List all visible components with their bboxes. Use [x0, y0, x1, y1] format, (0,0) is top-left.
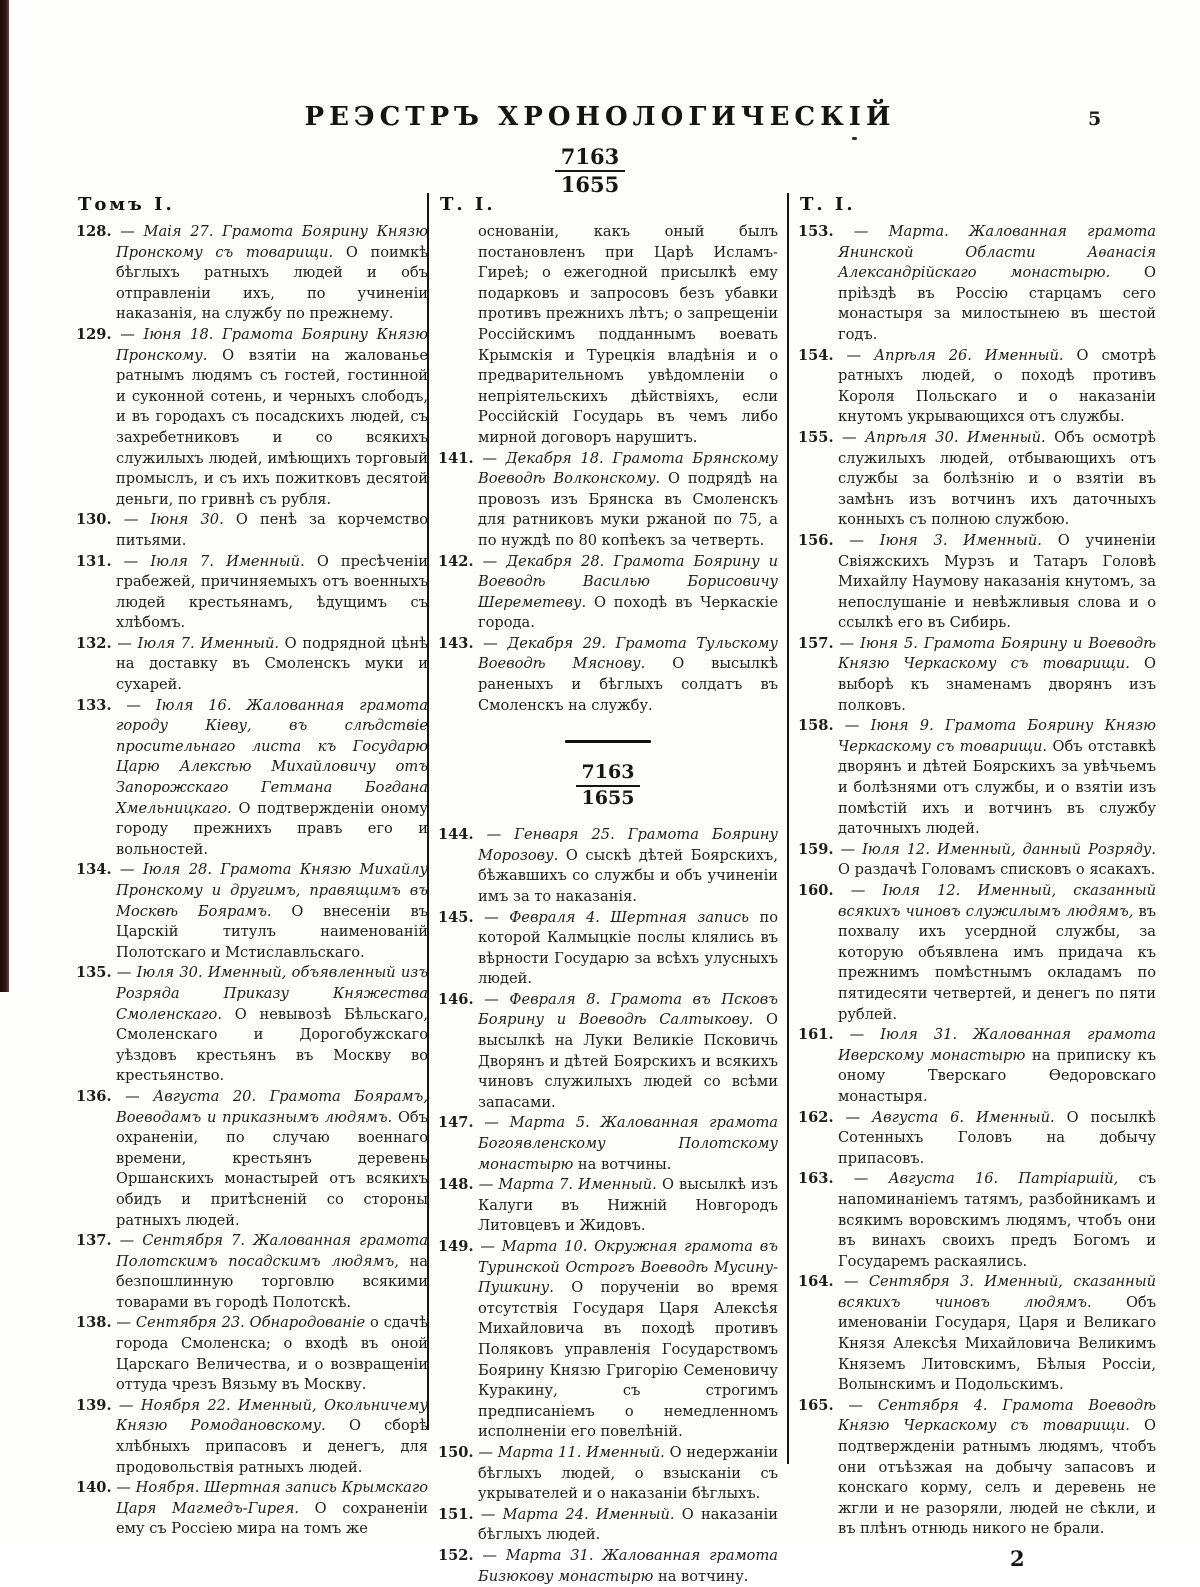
- scan-edge-artifact: [0, 0, 9, 992]
- section-rule: [565, 740, 651, 743]
- register-entry: [76, 860, 428, 963]
- ink-spot-artifact: [852, 137, 857, 140]
- entry-number: 142.: [438, 552, 474, 570]
- entry-description: по которой Калмыцкіе послы клялись въ вѣрности Государю за всѣхъ улусныхъ людей.: [478, 908, 778, 988]
- entry-number: 132.: [76, 634, 112, 652]
- entry-date-title: — Марта 11. Именный.: [473, 1443, 665, 1461]
- entry-date-title: — Августа 20. Грамота Боярамъ, Воеводамъ и приказнымъ людямъ.: [111, 1087, 428, 1126]
- register-entry: [438, 1443, 778, 1505]
- entry-description: О поимкѣ бѣглыхъ ратныхъ людей и объ отправленіи ихъ, по учиненіи наказанія, на службу по прежнему.: [116, 243, 428, 323]
- entry-description: Объ осмотрѣ служилыхъ людей, отбывающихъ отъ службы за болѣзнію и о взятіи въ замѣнъ изъ вотчинъ ихъ даточныхъ конныхъ съ полною службою.: [838, 428, 1156, 529]
- entry-date-title: — Марта 7. Именный.: [473, 1176, 657, 1194]
- entry-date-title: — Сентября 23. Обнародованіе: [111, 1314, 366, 1332]
- entry-description: о сдачѣ города Смоленска; о входѣ въ оной Царскаго Величества, и о возвращеніи оттуда чрезъ Вязьму въ Москву.: [116, 1314, 429, 1394]
- entry-description: О сборѣ хлѣбныхъ припасовъ и денегъ, для продовольствія ратныхъ людей.: [116, 1417, 428, 1476]
- register-entry: [798, 222, 1156, 346]
- register-entry: [798, 1396, 1156, 1540]
- register-entry: [438, 1237, 778, 1443]
- entry-description: О подтвержденіи ратнымъ людямъ, чтобъ они отъѣзжая на добычу запасовъ и конскаго корму, селъ и деревень не жгли и не разоряли, людей не сѣкли, и въ плѣнъ отнюдь никого не брали.: [838, 1417, 1156, 1538]
- entry-date-title: — Апрѣля 26. Именный.: [833, 346, 1064, 364]
- entry-date-title: — Іюля 12. Именный, данный Розряду.: [833, 840, 1156, 858]
- register-entry: [438, 1505, 778, 1546]
- entry-description: на вотчины.: [573, 1155, 672, 1173]
- entry-description: Объ именованіи Государя, Царя и Великаго Князя Алексѣя Михайловича Великимъ Княземъ Литовскимъ, Бѣлыя Россіи, Волынскимъ и Подольскимъ.: [838, 1293, 1156, 1394]
- register-entry: [76, 325, 428, 510]
- signature-mark: 2: [1010, 1546, 1025, 1571]
- year-numerator: 7163: [555, 146, 625, 172]
- register-entry: [798, 634, 1156, 716]
- entry-list: [798, 222, 1156, 1540]
- register-entry: [438, 825, 778, 907]
- register-entry: [438, 552, 778, 634]
- entry-description: О сыскѣ дѣтей Боярскихъ, бѣжавшихъ со службы и объ учиненіи имъ за то наказанія.: [478, 846, 778, 905]
- entry-description: въ похвалу ихъ усердной службы, за которую объявлена имъ придача къ прежнимъ помѣстнымъ окладамъ по пятидесяти четвертей, и денегъ по пяти рублей.: [838, 902, 1156, 1023]
- entry-number: 151.: [438, 1505, 474, 1523]
- column-divider: [787, 193, 789, 1464]
- entry-description: на безпошлинную торговлю всякими товарами въ городѣ Полотскѣ.: [116, 1252, 428, 1311]
- entry-date-title: — Іюля 12. Именный, сказанный всякихъ чиновъ служилымъ людямъ,: [833, 882, 1156, 920]
- entry-number: 141.: [438, 449, 474, 467]
- page-number: 5: [1088, 108, 1102, 130]
- entry-description: О взятіи на жалованье ратнымъ людямъ съ гостей, гостинной и суконной сотень, и черныхъ слободъ, и въ городахъ съ посадскихъ людей, съ захребетниковъ и со всякихъ служилыхъ людей, имѣющихъ торговый промыслъ, и съ ихъ пожитковъ десятой деньги, по гривнѣ съ рубля.: [116, 346, 428, 508]
- column-heading: Т. I.: [800, 194, 856, 215]
- entry-number: 165.: [798, 1396, 834, 1414]
- entry-number: 150.: [438, 1443, 474, 1461]
- entry-date-title: — Марта 10. Окружная грамота въ Туринской Острогъ Воеводѣ Мусину-Пушкину.: [473, 1238, 778, 1297]
- column-heading: Томъ I.: [78, 194, 175, 215]
- entry-description: О пріѣздѣ въ Россію старцамъ сего монастыря за милостынею въ шестой годъ.: [838, 264, 1157, 343]
- register-entry: [798, 531, 1156, 634]
- entry-date-title: — Іюля 28. Грамота Князю Михайлу Пронскому и другимъ, правящимъ въ Москвѣ Боярамъ.: [111, 861, 428, 920]
- register-entry: [76, 1396, 428, 1478]
- entry-number: 154.: [798, 346, 834, 364]
- register-entry: [76, 510, 428, 551]
- register-entry: [438, 634, 778, 716]
- entry-number: 162.: [798, 1108, 834, 1126]
- register-entry: [438, 1546, 778, 1587]
- column-3: [798, 194, 1156, 1571]
- entry-date-title: — Ноября. Шертная запись Крымскаго Царя Магмедъ-Гирея.: [111, 1479, 428, 1517]
- entry-date-title: — Іюня 5. Грамота Боярину и Воеводѣ Князю Черкаскому съ товарищи.: [833, 634, 1156, 673]
- entry-date-title: — Декабря 18. Грамота Брянскому Воеводѣ Волконскому.: [473, 449, 778, 488]
- entry-description: О высылкѣ на Луки Великіе Псковичь Дворянъ и дѣтей Боярскихъ и всякихъ чиновъ служилыхъ людей со всѣми запасами.: [478, 1011, 778, 1111]
- entry-number: 138.: [76, 1314, 112, 1332]
- register-entry: [438, 1175, 778, 1237]
- register-entry: [438, 449, 778, 552]
- entry-description: Объ отставкѣ дворянъ и дѣтей Боярскихъ за увѣчьемъ и болѣзнями отъ службы, и о взятіи изъ помѣстій ихъ и вотчинъ въ службу даточныхъ людей.: [838, 737, 1156, 838]
- entry-date-title: — Декабря 29. Грамота Тульскому Воеводѣ Мяснову.: [473, 634, 778, 673]
- entry-date-title: — Декабря 28. Грамота Боярину и Воеводѣ Василью Борисовичу Шереметеву.: [473, 552, 778, 611]
- entry-number: 161.: [798, 1026, 834, 1044]
- register-entry: [438, 908, 778, 990]
- carryover-text: основаніи, какъ оный былъ постановленъ при Царѣ Исламъ-Гиреѣ; о ежегодной присылкѣ ему подарковъ и запросовъ безъ убавки противъ прежнихъ лѣтъ; о запрещеніи Россійскимъ подданнымъ воевать Крымскія и Турецкія владѣнія и о предварительномъ увѣдомленіи о непріятельскихъ дѣйствіяхъ, если Россійскій Государь въ чемъ либо мирной договоръ нарушитъ.: [478, 223, 778, 446]
- entry-description: О походѣ въ Черкаскіе города.: [478, 593, 778, 632]
- entry-number: 131.: [76, 552, 112, 570]
- entry-number: 133.: [76, 696, 112, 714]
- entry-date-title: — Іюля 7. Именный.: [111, 634, 279, 652]
- register-entry: [76, 1313, 428, 1395]
- entry-number: 144.: [438, 826, 474, 844]
- entry-number: 147.: [438, 1114, 474, 1132]
- entry-number: 164.: [798, 1273, 834, 1291]
- entry-description: О посылкѣ Сотенныхъ Головъ на добычу припасовъ.: [838, 1108, 1156, 1167]
- register-entry: [798, 1272, 1156, 1396]
- entry-date-title: — Іюня 9. Грамота Боярину Князю Черкаскому съ товарищи.: [833, 717, 1156, 755]
- register-entry: [798, 840, 1156, 881]
- entry-number: 135.: [76, 964, 112, 982]
- entry-description: О внесеніи въ Царскій титулъ наименованій Полотскаго и Мстиславльскаго.: [116, 902, 428, 961]
- entry-date-title: — Іюля 16. Жалованная грамота городу Кіеву, въ слѣдствіе просительнаго листа къ Государю Царю Алексѣю Михайловичу отъ Запорожскаго Гетмана Богдана Хмельницкаго.: [111, 696, 428, 817]
- section-year-fraction: [563, 763, 653, 809]
- entry-date-title: — Августа 16. Патріаршій,: [833, 1170, 1119, 1188]
- column-1: [76, 194, 428, 1540]
- entry-number: 137.: [76, 1232, 112, 1250]
- entry-list: [438, 825, 778, 1587]
- entry-number: 143.: [438, 634, 474, 652]
- register-entry: [76, 552, 428, 634]
- register-entry: [76, 963, 428, 1087]
- register-entry: [798, 1169, 1156, 1272]
- entry-date-title: — Февраля 4. Шертная запись: [473, 908, 749, 926]
- entry-date-title: — Сентября 7. Жалованная грамота Полотскимъ посадскимъ людямъ,: [111, 1232, 428, 1270]
- entry-date-title: — Марта 24. Именный.: [473, 1505, 675, 1523]
- entry-date-title: — Марта 31. Жалованная грамота Бизюкову монастырю: [473, 1546, 778, 1585]
- entry-number: 139.: [76, 1396, 112, 1414]
- entry-date-title: — Іюня 18. Грамота Боярину Князю Пронскому.: [111, 325, 428, 364]
- entry-date-title: — Февраля 8. Грамота въ Псковъ Боярину и Воеводѣ Салтыкову.: [473, 990, 778, 1029]
- entry-number: 157.: [798, 634, 834, 652]
- entry-date-title: — Сентября 3. Именный, сказанный всякихъ чиновъ людямъ.: [833, 1273, 1156, 1311]
- entry-description: О порученіи во время отсутствія Государя Царя Алексѣя Михайловича въ походѣ противъ Поляковъ управленія Государствомъ Боярину Князю Григорію Семеновичу Куракину, съ строгимъ предписаніемъ о немедленномъ исполненіи его повелѣній.: [478, 1279, 778, 1441]
- entry-number: 160.: [798, 882, 834, 899]
- entry-number: 163.: [798, 1170, 834, 1188]
- entry-date-title: — Іюля 7. Именный.: [111, 552, 305, 570]
- entry-number: 140.: [76, 1479, 112, 1497]
- entry-description: О сохраненіи ему съ Россіею мира на томъ же: [116, 1499, 428, 1538]
- entry-date-title: — Сентября 4. Грамота Воеводѣ Князю Черкаскому съ товарищи.: [833, 1396, 1156, 1435]
- year-numerator: 7163: [576, 763, 641, 787]
- entry-number: 148.: [438, 1176, 474, 1194]
- register-entry: [76, 634, 428, 696]
- entry-description: О раздачѣ Головамъ списковъ о ясакахъ.: [838, 861, 1156, 879]
- entry-description: О невывозѣ Бѣльскаго, Смоленскаго и Дорогобужскаго уѣздовъ крестьянъ въ Москву во крестьянство.: [116, 1005, 428, 1085]
- entry-number: 145.: [438, 908, 474, 926]
- register-entry: [798, 346, 1156, 428]
- entry-number: 156.: [798, 531, 834, 549]
- entry-number: 128.: [76, 223, 112, 240]
- entry-date-title: — Ноября 22. Именный, Окольничему Князю Ромодановскому.: [111, 1396, 428, 1435]
- entry-number: 155.: [798, 428, 834, 446]
- entry-number: 159.: [798, 840, 834, 858]
- entry-date-title: — Іюля 30. Именный, объявленный изъ Розряда Приказу Княжества Смоленскаго.: [111, 964, 428, 1023]
- entry-description: О выборѣ къ знаменамъ дворянъ изъ полковъ.: [838, 655, 1156, 714]
- entry-description: на приписку къ оному Тверскаго Ѳедоровскаго монастыря.: [838, 1046, 1156, 1105]
- entry-description: О недержаніи бѣглыхъ людей, о взысканіи съ укрывателей и о наказаніи бѣглыхъ.: [478, 1443, 778, 1503]
- entry-number: 130.: [76, 511, 112, 529]
- entry-date-title: — Генваря 25. Грамота Боярину Морозову.: [473, 826, 778, 864]
- entry-description: О учиненіи Свіяжскихъ Мурзъ и Татаръ Головѣ Михайлу Наумову наказанія кнутомъ, за непослушаніе и невѣжливыя слова и о ссылкѣ его въ Сибирь.: [838, 531, 1156, 632]
- entry-description: О высылкѣ раненыхъ и бѣглыхъ солдатъ въ Смоленскъ на службу.: [478, 655, 778, 714]
- entry-date-title: — Апрѣля 30. Именный.: [833, 428, 1046, 446]
- register-entry: [798, 716, 1156, 840]
- entry-description: О пенѣ за корчемство питьями.: [116, 511, 428, 549]
- entry-number: 152.: [438, 1546, 474, 1564]
- entry-number: 158.: [798, 717, 834, 735]
- entry-date-title: — Іюля 31. Жалованная грамота Иверскому монастырю: [833, 1026, 1156, 1064]
- entry-date-title: — Іюня 30.: [111, 511, 224, 529]
- column-2: [438, 194, 778, 1587]
- year-fraction: [545, 146, 635, 196]
- entry-list: [76, 222, 428, 1540]
- entry-description: О подрядѣ на провозъ изъ Брянска въ Смоленскъ для ратниковъ муки ржаной по 75, а по нуждѣ по 80 копѣекъ за четверть.: [478, 470, 778, 549]
- entry-number: 136.: [76, 1087, 112, 1105]
- entry-number: 129.: [76, 325, 112, 343]
- entry-date-title: — Августа 6. Именный.: [833, 1108, 1055, 1126]
- page-title: РЕЭСТРЪ ХРОНОЛОГИЧЕСКІЙ: [304, 102, 896, 132]
- entry-description: О смотрѣ ратныхъ людей, о походѣ противъ Короля Польскаго и о наказаніи кнутомъ укрывающихся отъ службы.: [838, 346, 1156, 426]
- register-entry: [798, 1108, 1156, 1170]
- register-entry: [438, 990, 778, 1114]
- entry-description: О высылкѣ изъ Калуги въ Нижній Новгородъ Литовцевъ и Жидовъ.: [478, 1176, 778, 1235]
- year-denominator: 1655: [560, 172, 620, 198]
- column-heading: Т. I.: [440, 194, 496, 215]
- register-entry: [798, 428, 1156, 531]
- entry-description: О подрядной цѣнѣ на доставку въ Смоленскъ муки и сухарей.: [116, 634, 428, 694]
- entry-description: на вотчину.: [653, 1567, 749, 1585]
- entry-description: О пресѣченіи грабежей, причиняемыхъ отъ военныхъ людей крестьянамъ, ѣдущимъ съ хлѣбомъ.: [116, 552, 428, 632]
- entry-number: 153.: [798, 223, 834, 240]
- entry-number: 134.: [76, 861, 112, 879]
- register-entry: [438, 1113, 778, 1175]
- entry-description: съ напоминаніемъ татямъ, разбойникамъ и всякимъ воровскимъ людямъ, чтобъ они въ винахъ своихъ предъ Богомъ и Государемъ раскаялись.: [838, 1170, 1156, 1270]
- register-entry: [76, 222, 428, 325]
- register-entry: [76, 696, 428, 861]
- entry-description: Объ охраненіи, по случаю военнаго времени, крестьянъ деревень Оршанскихъ монастырей отъ всякихъ обидъ и притѣсненій со стороны ратныхъ людей.: [116, 1108, 428, 1229]
- year-denominator: 1655: [581, 787, 635, 810]
- entry-date-title: — Марта. Жалованная грамота Янинской Области Аѳанасія Александрійскаго монастырю.: [833, 223, 1156, 282]
- entry-number: 146.: [438, 990, 474, 1008]
- register-entry: [798, 1025, 1156, 1107]
- entry-date-title: — Іюня 3. Именный.: [833, 531, 1042, 549]
- entry-number: 149.: [438, 1238, 474, 1255]
- register-entry: [76, 1231, 428, 1313]
- entry-date-title: — Маія 27. Грамота Боярину Князю Пронскому съ товарищи.: [111, 223, 428, 261]
- register-entry: [76, 1478, 428, 1540]
- entry-description: О наказаніи бѣглыхъ людей.: [478, 1505, 778, 1544]
- entry-date-title: — Марта 5. Жалованная грамота Богоявленскому Полотскому монастырю: [473, 1114, 778, 1173]
- entry-description: О подтвержденіи оному городу прежнихъ правъ его и вольностей.: [116, 799, 428, 858]
- register-entry: [76, 1087, 428, 1231]
- entry-list: [438, 449, 778, 717]
- register-entry: [798, 881, 1156, 1025]
